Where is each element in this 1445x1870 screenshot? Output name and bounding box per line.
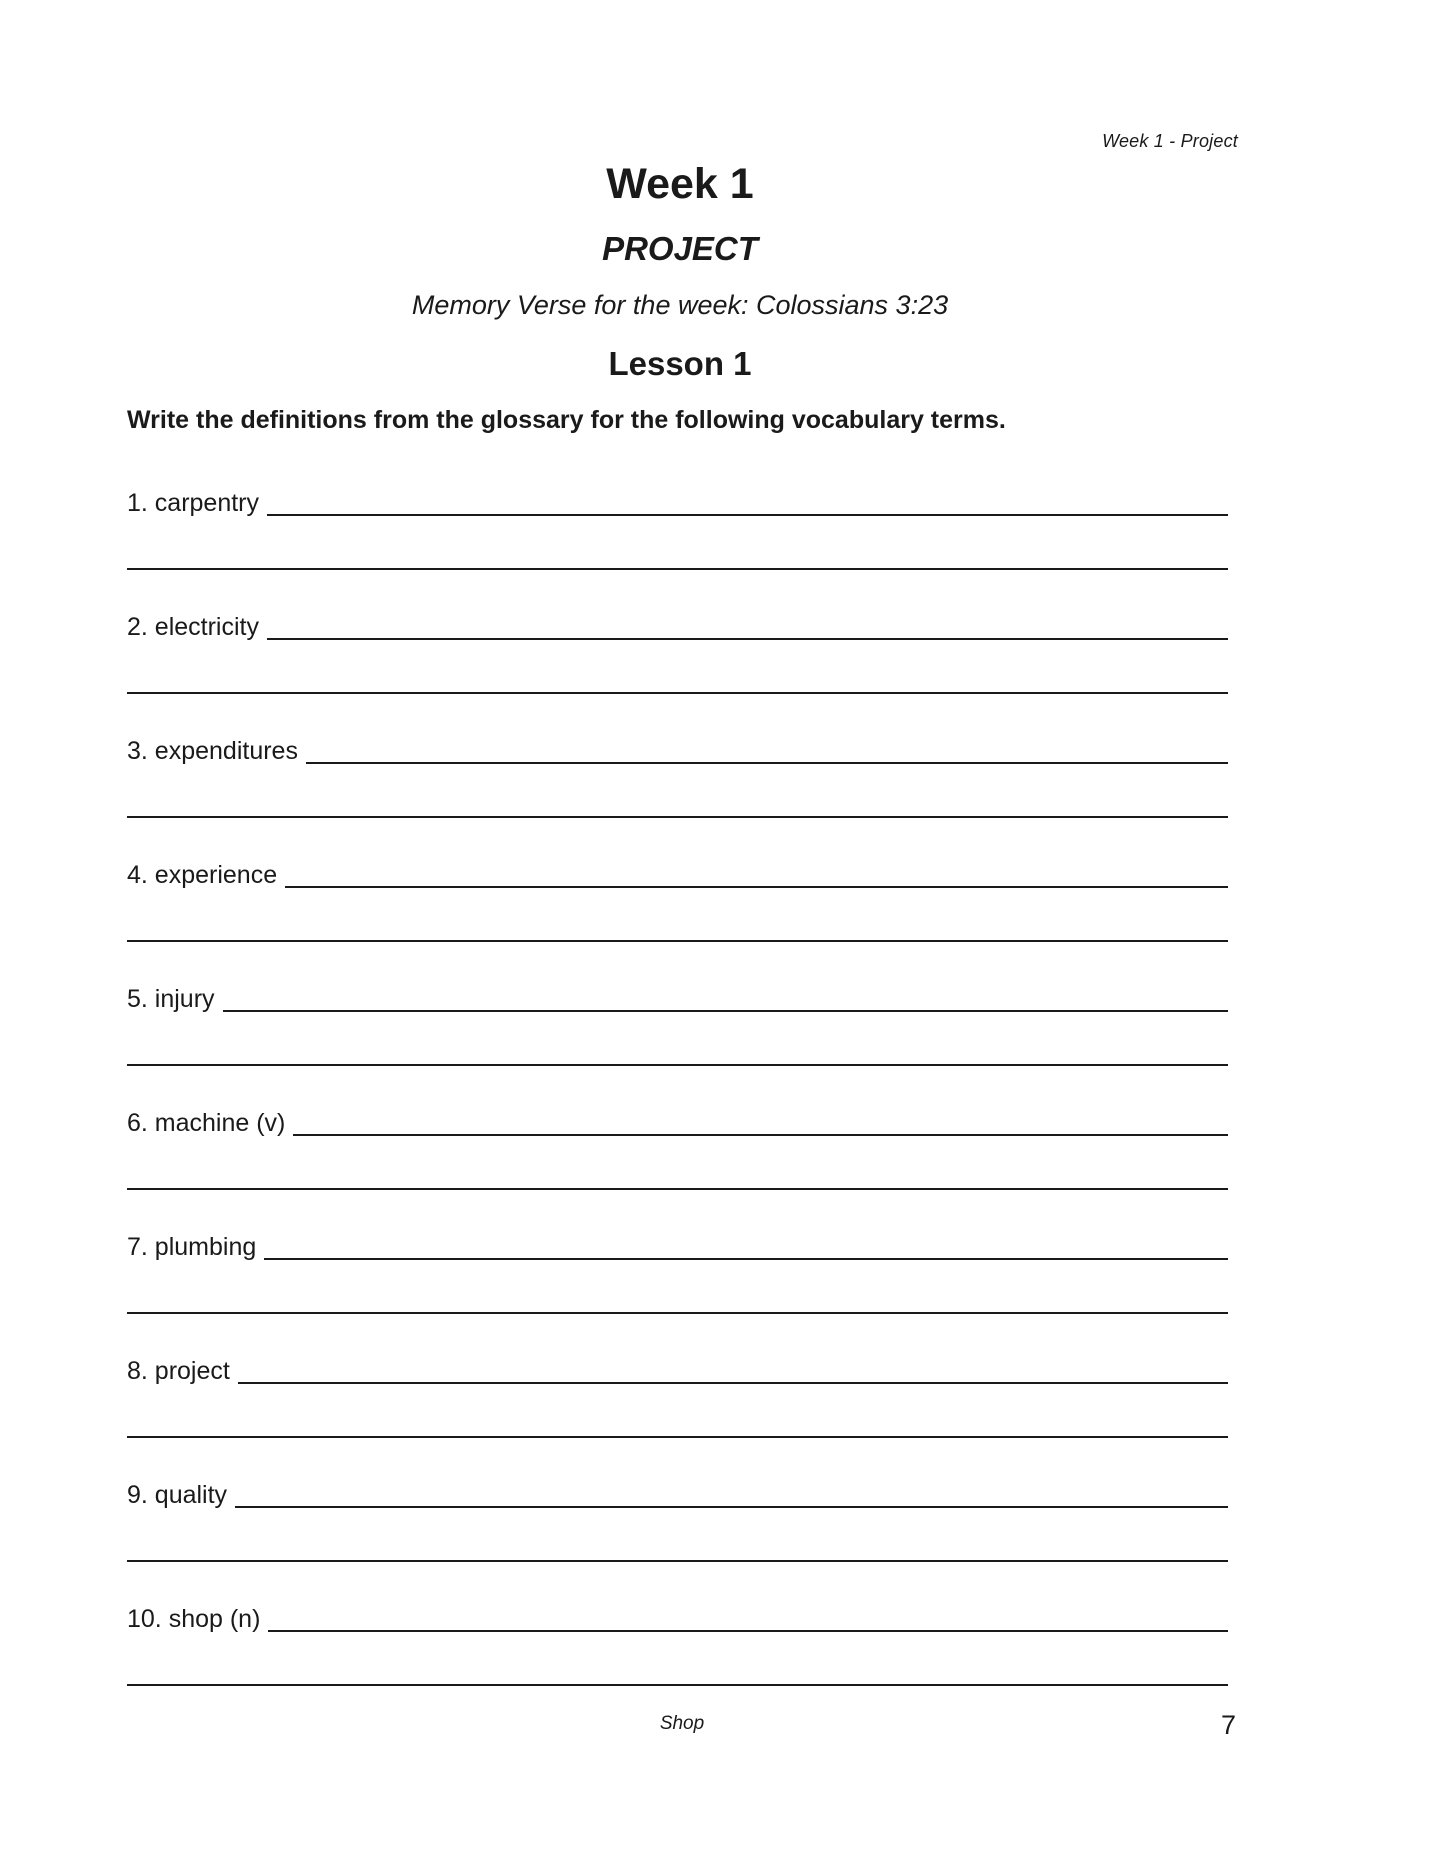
answer-line[interactable]	[223, 984, 1228, 1012]
vocab-term: 1. carpentry	[127, 489, 260, 517]
vocab-term: 7. plumbing	[127, 1233, 257, 1261]
page-number: 7	[1220, 1710, 1236, 1740]
vocab-item	[127, 486, 1228, 610]
vocab-item	[127, 1478, 1228, 1602]
instructions: Write the definitions from the glossary for the following vocabulary terms.	[127, 406, 1006, 434]
answer-line-continued[interactable]	[127, 1188, 1228, 1190]
vocab-item	[127, 1106, 1228, 1230]
vocab-term: 3. expenditures	[127, 737, 298, 765]
vocab-term: 10. shop (n)	[127, 1605, 261, 1633]
answer-line-continued[interactable]	[127, 1312, 1228, 1314]
vocab-item	[127, 1354, 1228, 1478]
vocab-item	[127, 1602, 1228, 1726]
vocab-term: 8. project	[127, 1357, 230, 1385]
answer-line-continued[interactable]	[127, 692, 1228, 694]
answer-line[interactable]	[264, 1232, 1228, 1260]
page-subtitle: PROJECT	[602, 230, 758, 267]
vocab-term: 5. injury	[127, 985, 215, 1013]
answer-line[interactable]	[267, 612, 1228, 640]
vocab-term: 9. quality	[127, 1481, 228, 1509]
vocab-term: 6. machine (v)	[127, 1109, 286, 1137]
answer-line-continued[interactable]	[127, 1684, 1228, 1686]
answer-line[interactable]	[268, 1604, 1228, 1632]
answer-line[interactable]	[293, 1108, 1228, 1136]
vocab-item	[127, 1230, 1228, 1354]
answer-line-continued[interactable]	[127, 940, 1228, 942]
answer-line[interactable]	[238, 1356, 1228, 1384]
vocab-item	[127, 610, 1228, 734]
vocab-item	[127, 858, 1228, 982]
answer-line[interactable]	[285, 860, 1228, 888]
vocab-list	[127, 486, 1228, 1726]
answer-line[interactable]	[235, 1480, 1228, 1508]
vocab-item	[127, 982, 1228, 1106]
answer-line[interactable]	[306, 736, 1228, 764]
running-header: Week 1 - Project	[1102, 131, 1238, 151]
vocab-term: 2. electricity	[127, 613, 259, 641]
answer-line-continued[interactable]	[127, 1064, 1228, 1066]
answer-line-continued[interactable]	[127, 1560, 1228, 1562]
vocab-item	[127, 734, 1228, 858]
answer-line[interactable]	[267, 488, 1228, 516]
vocab-term: 4. experience	[127, 861, 278, 889]
answer-line-continued[interactable]	[127, 568, 1228, 570]
answer-line-continued[interactable]	[127, 1436, 1228, 1438]
answer-line-continued[interactable]	[127, 816, 1228, 818]
lesson-heading: Lesson 1	[608, 345, 752, 382]
footer-text: Shop	[659, 1713, 705, 1734]
memory-verse: Memory Verse for the week: Colossians 3:23	[411, 290, 949, 320]
page-title: Week 1	[606, 160, 754, 208]
